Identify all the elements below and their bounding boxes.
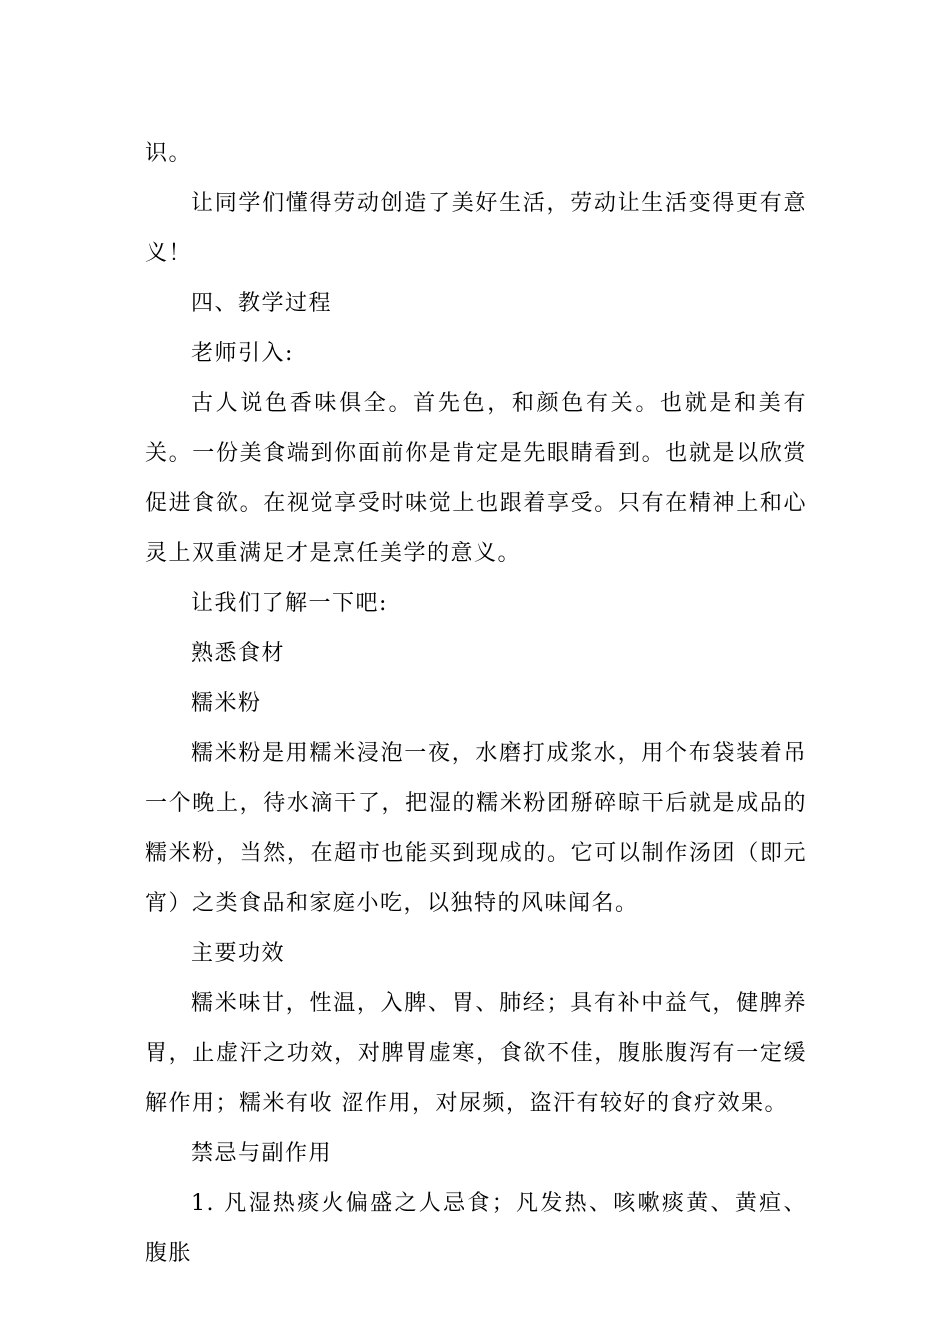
paragraph-rice-flour-description: 糯米粉是用糯米浸泡一夜，水磨打成浆水，用个布袋装着吊一个晚上，待水滴干了，把湿的糯米粉团掰碎晾干后就是成品的糯米粉，当然，在超市也能买到现成的。它可以制作汤团（即元宵）之类食品和家庭小吃，以独特的风味闻名。 bbox=[145, 741, 807, 916]
list-item-contraindication-1: 1. 凡湿热痰火偏盛之人忌食；凡发热、咳嗽痰黄、黄疸、腹胀 bbox=[145, 1191, 807, 1266]
subheading-teacher-intro: 老师引入: bbox=[191, 341, 294, 366]
paragraph-lets-learn: 让我们了解一下吧: bbox=[191, 591, 388, 616]
section-heading-teaching-process: 四、教学过程 bbox=[191, 291, 333, 316]
subheading-know-ingredients: 熟悉食材 bbox=[191, 641, 286, 666]
paragraph-continuation: 识。 bbox=[145, 141, 193, 166]
paragraph-color-aroma-taste: 古人说色香味俱全。首先色，和颜色有关。也就是和美有关。一份美食端到你面前你是肯定是先眼睛看到。也就是以欣赏促进食欲。在视觉享受时味觉上也跟着享受。只有在精神上和心灵上双重满足才是烹任美学的意义。 bbox=[145, 391, 807, 566]
subheading-main-effects: 主要功效 bbox=[191, 941, 286, 966]
document-body bbox=[145, 129, 807, 1279]
subheading-contraindications: 禁忌与副作用 bbox=[191, 1141, 333, 1166]
paragraph-main-effects: 糯米味甘，性温，入脾、胃、肺经；具有补中益气，健脾养胃，止虚汗之功效，对脾胃虚寒，食欲不佳，腹胀腹泻有一定缓解作用；糯米有收 涩作用，对尿频，盗汗有较好的食疗效果。 bbox=[145, 991, 807, 1116]
subheading-glutinous-rice-flour: 糯米粉 bbox=[191, 691, 262, 716]
paragraph-goal: 让同学们懂得劳动创造了美好生活，劳动让生活变得更有意义！ bbox=[145, 191, 807, 266]
